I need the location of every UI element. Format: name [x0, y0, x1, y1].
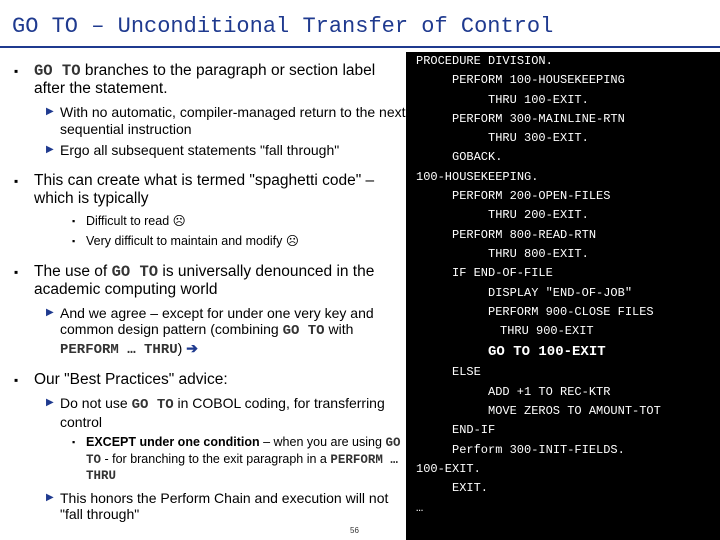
- code-line: PERFORM 800-READ-RTN: [452, 227, 597, 242]
- code-line: PERFORM 900-CLOSE FILES: [488, 304, 654, 319]
- code-line: ELSE: [452, 365, 481, 380]
- code-line: THRU 900-EXIT: [500, 324, 594, 339]
- bullet-text: with: [328, 321, 354, 337]
- bullet-text: Ergo all subsequent statements "fall through": [60, 142, 340, 158]
- sub-bullet-do-not-use: [14, 395, 406, 430]
- bullet-list: [14, 62, 406, 528]
- sub-bullet-no-return: [14, 104, 406, 137]
- code-line: THRU 300-EXIT.: [488, 131, 589, 146]
- sub-sub-bullet-except: [14, 435, 406, 485]
- code-line: THRU 100-EXIT.: [488, 92, 589, 107]
- code-line: GOBACK.: [452, 150, 503, 165]
- bullet-text: in COBOL coding, for transferring control: [60, 395, 385, 430]
- square-bullet-icon: ▪: [14, 264, 19, 279]
- sub-sub-bullet-difficult-read: [14, 214, 406, 230]
- keyword-go-to: GO TO: [86, 436, 401, 467]
- bullet-text: – when you are using: [263, 435, 382, 449]
- code-line: MOVE ZEROS TO AMOUNT-TOT: [488, 404, 661, 419]
- slide-title: GO TO – Unconditional Transfer of Control: [12, 14, 554, 39]
- sub-sub-bullet-difficult-maintain: [14, 234, 406, 250]
- triangle-bullet-icon: ▶: [46, 491, 54, 503]
- square-bullet-icon: ▪: [72, 236, 76, 246]
- bullet-best-practices: [14, 371, 406, 389]
- page-number: 56: [350, 526, 359, 535]
- bullet-spaghetti-code: [14, 172, 406, 208]
- code-line: THRU 200-EXIT.: [488, 208, 589, 223]
- code-line: PERFORM 300-MAINLINE-RTN: [452, 111, 625, 126]
- code-line: …: [416, 500, 424, 515]
- code-panel: [406, 52, 720, 540]
- code-line: DISPLAY "END-OF-JOB": [488, 285, 633, 300]
- code-line: PROCEDURE DIVISION.: [416, 54, 553, 68]
- bullet-text: branches to the paragraph or section label after the statement.: [34, 62, 376, 97]
- sub-bullet-we-agree: [14, 305, 406, 359]
- code-line-go-to-exit: GO TO 100-EXIT: [488, 344, 606, 361]
- arrow-right-icon: ➔: [186, 339, 198, 356]
- sub-bullet-fall-through: [14, 142, 406, 159]
- code-line: PERFORM 100-HOUSEKEEPING: [452, 73, 625, 88]
- code-line: IF END-OF-FILE: [452, 266, 553, 281]
- bullet-text: is universally denounced in the academic computing world: [34, 262, 375, 298]
- code-line: Perform 300-INIT-FIELDS.: [452, 442, 625, 457]
- keyword-perform-thru: PERFORM … THRU: [60, 341, 178, 358]
- title-divider: [0, 46, 720, 48]
- square-bullet-icon: ▪: [14, 373, 19, 387]
- bullet-text: ): [177, 339, 183, 356]
- keyword-go-to: GO TO: [131, 397, 174, 413]
- keyword-go-to: GO TO: [34, 62, 81, 80]
- bullet-text: Do not use: [60, 395, 128, 411]
- square-bullet-icon: ▪: [14, 64, 19, 78]
- keyword-go-to: GO TO: [282, 323, 325, 339]
- triangle-bullet-icon: ▶: [46, 397, 54, 408]
- sub-bullet-honors-chain: [14, 490, 406, 523]
- code-line: END-IF: [452, 423, 496, 438]
- bullet-text: This honors the Perform Chain and execution will not "fall through": [60, 489, 389, 522]
- triangle-bullet-icon: ▶: [46, 306, 54, 318]
- bullet-text: Our "Best Practices" advice:: [34, 371, 228, 388]
- code-line: 100-EXIT.: [416, 461, 481, 476]
- triangle-bullet-icon: ▶: [46, 106, 54, 117]
- code-line: PERFORM 200-OPEN-FILES: [452, 189, 611, 204]
- bullet-go-to-branches: [14, 62, 406, 98]
- code-line: THRU 800-EXIT.: [488, 246, 589, 261]
- code-line: EXIT.: [452, 481, 489, 496]
- bullet-text: With no automatic, compiler-managed return to the next sequential instruction: [60, 104, 406, 137]
- bullet-text: And we agree – except for under one very key and common design pattern (combining: [60, 304, 374, 337]
- bullet-text: This can create what is termed "spaghetti code" – which is typically: [34, 171, 375, 207]
- square-bullet-icon: ▪: [14, 173, 19, 188]
- code-line: ADD +1 TO REC-KTR: [488, 384, 611, 399]
- bullet-text: Very difficult to maintain and modify ☹: [86, 234, 299, 248]
- square-bullet-icon: ▪: [72, 437, 76, 447]
- bullet-text-bold: EXCEPT under one condition: [86, 435, 260, 449]
- keyword-go-to: GO TO: [111, 262, 159, 281]
- bullet-text: Difficult to read ☹: [86, 213, 186, 228]
- code-line: 100-HOUSEKEEPING.: [416, 169, 539, 184]
- bullet-text: - for branching to the exit paragraph in a: [104, 451, 327, 466]
- square-bullet-icon: ▪: [72, 215, 76, 226]
- bullet-denounced: [14, 263, 406, 299]
- triangle-bullet-icon: ▶: [46, 144, 54, 155]
- keyword-perform-thru: PERFORM … THRU: [86, 452, 398, 483]
- bullet-text: The use of: [34, 262, 108, 280]
